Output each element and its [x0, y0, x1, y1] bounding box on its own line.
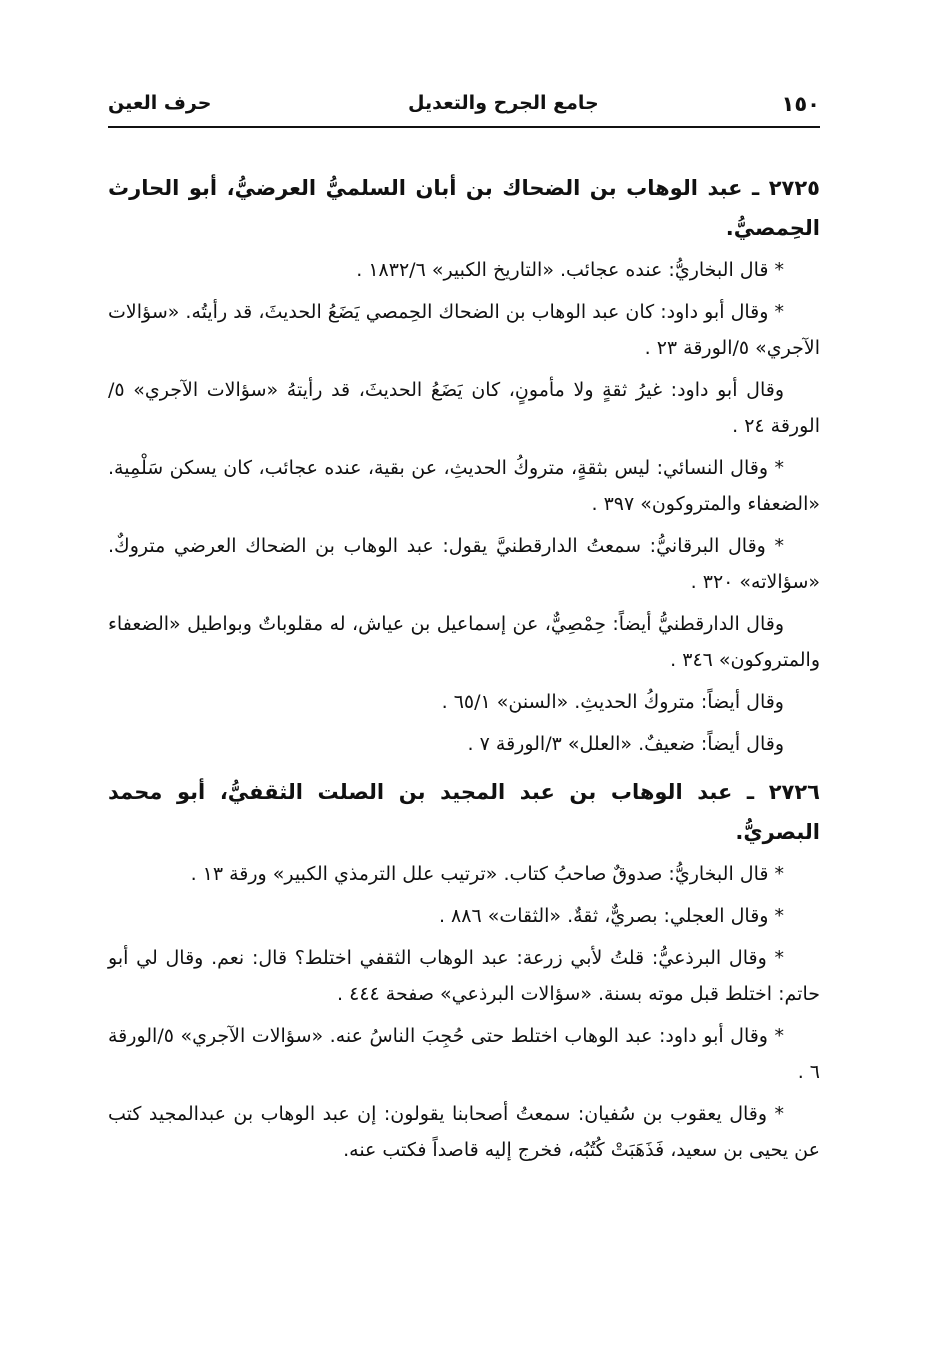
paragraph: * وقال العجلي: بصريٌّ، ثقةٌ. «الثقات» ٨٨٦ .	[438, 905, 784, 927]
paragraph: وقال أبو داود: غيرُ ثقةٍ ولا مأمونٍ، كان يَضَعُ الحديثَ، قد رأيتهُ «سؤالات الآجري» ٥/الورقة ٢٤ .	[108, 379, 820, 437]
paragraph: وقال الدارقطنيُّ أيضاً: حِمْصِيٌّ، عن إسماعيل بن عياش، له مقلوباتٌ وبواطيل «الضعفاء والمتروكون» ٣٤٦ .	[108, 613, 820, 671]
entry-heading-2725: ٢٧٢٥ ـ عبد الوهاب بن الضحاك بن أبان السلميُّ العرضيُّ، أبو الحارث الحِمصيُّ.	[108, 176, 820, 240]
header-rule	[108, 126, 820, 128]
page-body	[108, 168, 820, 1174]
paragraph: * وقال أبو داود: عبد الوهاب اختلط حتى حُجِبَ الناسُ عنه. «سؤالات الآجري» ٥/الورقة ٦ .	[108, 1025, 820, 1083]
paragraph: * وقال البرذعيُّ: قلتُ لأبي زرعة: عبد الوهاب الثقفي اختلط؟ قال: نعم. وقال لي أبو حاتم: اختلط قبل موته بسنة. «سؤالات البرذعي» صفحة ٤٤٤ .	[108, 947, 820, 1005]
running-header	[108, 88, 820, 122]
paragraph: * وقال النسائي: ليس بثقةٍ، متروكُ الحديثِ، عن بقية، عنده عجائب، كان يسكن سَلْمِية. «الضعفاء والمتروكون» ٣٩٧ .	[108, 457, 820, 515]
paragraph: * وقال يعقوب بن سُفيان: سمعتُ أصحابنا يقولون: إن عبد الوهاب بن عبدالمجيد كتب عن يحيى بن سعيد، فَذَهَبَتْ كُتُبُه، فخرج إليه قاصداً فكتب عنه.	[108, 1103, 820, 1161]
paragraph: * قال البخاريُّ: صدوقٌ صاحبُ كتاب. «ترتيب علل الترمذي الكبير» ورقة ١٣ .	[190, 863, 784, 885]
paragraph: وقال أيضاً: متروكُ الحديثِ. «السنن» ٦٥/١ .	[441, 691, 784, 713]
paragraph: * وقال البرقانيُّ: سمعتُ الدارقطنيَّ يقول: عبد الوهاب بن الضحاك العرضي متروكٌ. «سؤالاته» ٣٢٠ .	[108, 535, 820, 593]
paragraph: * وقال أبو داود: كان عبد الوهاب بن الضحاك الحِمصي يَضَعُ الحديثَ، قد رأيتُه. «سؤالات الآجري» ٥/الورقة ٢٣ .	[108, 301, 820, 359]
paragraph: وقال أيضاً: ضعيفٌ. «العلل» ٣/الورقة ٧ .	[467, 733, 784, 755]
page-number: ١٥٠	[781, 92, 820, 116]
entry-heading-2726: ٢٧٢٦ ـ عبد الوهاب بن عبد المجيد بن الصلت الثقفيُّ، أبو محمد البصريُّ.	[108, 780, 820, 844]
section-title: حرف العين	[108, 92, 212, 114]
paragraph: * قال البخاريُّ: عنده عجائب. «التاريخ الكبير» ١٨٣٢/٦ .	[356, 259, 784, 281]
book-title: جامع الجرح والتعديل	[408, 92, 599, 114]
